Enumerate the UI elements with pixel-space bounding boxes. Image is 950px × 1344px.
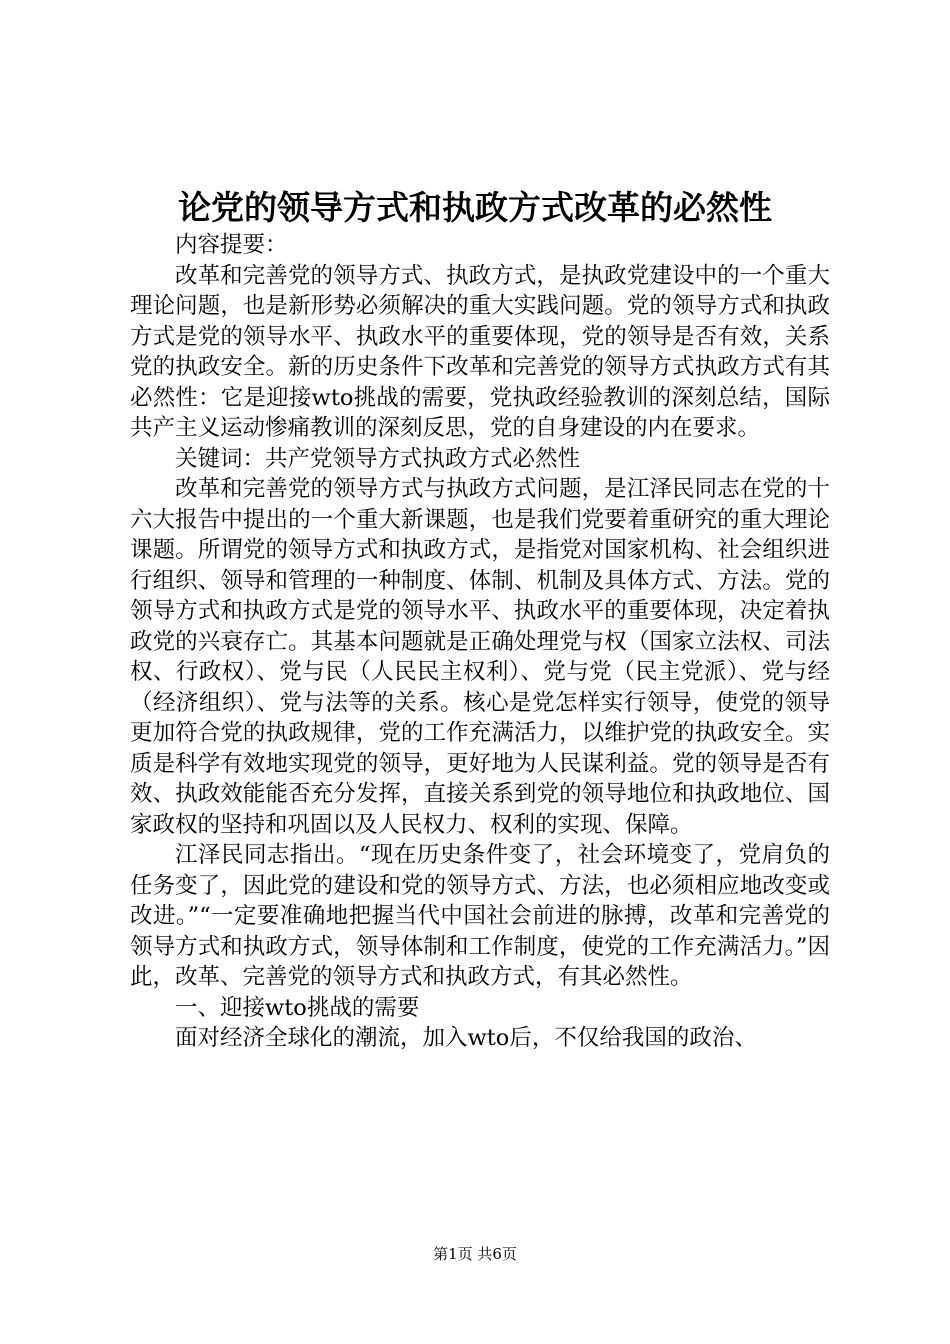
paragraph-body: 改革和完善党的领导方式与执政方式问题，是江泽民同志在党的十六大报告中提出的一个重大新课题，也是我们党要着重研究的重大理论课题。所谓党的领导方式和执政方式，是指党对国家机构、社会组织进行组织、领导和管理的一种制度、体制、机制及具体方式、方法。党的领导方式和执政方式是党的领导水平、执政水平的重要体现，决定着执政党的兴衰存亡。其基本问题就是正确处理党与权（国家立法权、司法权、行政权）、党与民（人民民主权利）、党与党（民主党派）、党与经（经济组织）、党与法等的关系。核心是党怎样实行领导，使党的领导更加符合党的执政规律，党的工作充满活力，以维护党的执政安全。实质是科学有效地实现党的领导，更好地为人民谋利益。党的领导是否有效、执政效能能否充分发挥，直接关系到党的领导地位和执政地位、国家政权的坚持和巩固以及人民权力、权利的实现、保障。 bbox=[130, 476, 830, 838]
paragraph-keywords: 关键词：共产党领导方式执政方式必然性 bbox=[175, 445, 581, 472]
paragraph-abstract: 改革和完善党的领导方式、执政方式，是执政党建设中的一个重大理论问题，也是新形势必须解决的重大实践问题。党的领导方式和执政方式是党的领导水平、执政水平的重要体现，党的领导是否有效，关系党的执政安全。新的历史条件下改革和完善党的领导方式执政方式有其必然性：它是迎接wto挑战的需要，党执政经验教训的深刻总结，国际共产主义运动惨痛教训的深刻反思，党的自身建设的内在要求。 bbox=[130, 262, 830, 441]
paragraph-body: 江泽民同志指出。“现在历史条件变了，社会环境变了，党肩负的任务变了，因此党的建设和党的领导方式、方法，也必须相应地改变或改进。”“一定要准确地把握当代中国社会前进的脉搏，改革和完善党的领导方式和执政方式，领导体制和工作制度，使党的工作充满活力。”因此，改革、完善党的领导方式和执政方式，有其必然性。 bbox=[130, 842, 830, 990]
document-body bbox=[130, 230, 830, 1054]
document-title: 论党的领导方式和执政方式改革的必然性 bbox=[178, 188, 772, 227]
section-heading: 一、迎接wto挑战的需要 bbox=[175, 994, 420, 1021]
paragraph-body: 面对经济全球化的潮流，加入wto后，不仅给我国的政治、 bbox=[175, 1025, 757, 1051]
paragraph-abstract-label: 内容提要： bbox=[175, 232, 288, 258]
page-footer: 第1页 共6页 bbox=[433, 1245, 517, 1263]
